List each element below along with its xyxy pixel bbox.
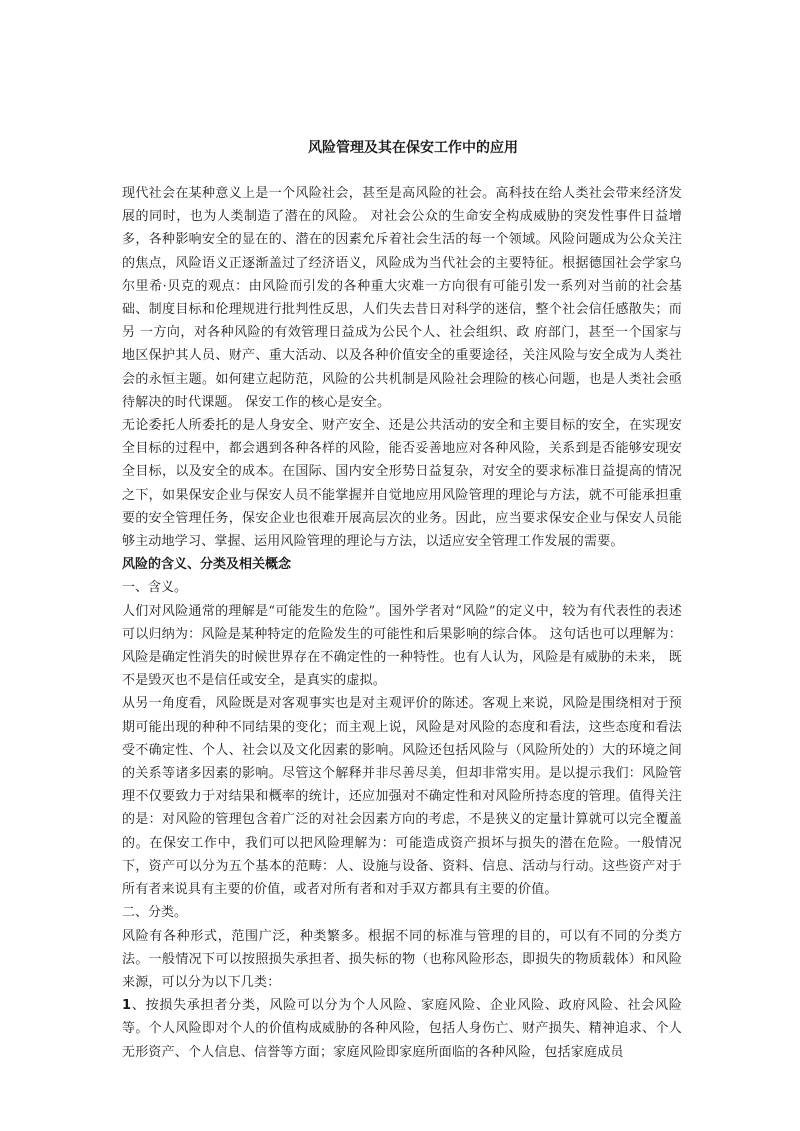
document-page [122, 138, 682, 1064]
classification-paragraph: 风险有各种形式，范围广泛，种类繁多。根据不同的标准与管理的目的，可以有不同的分类方法。一般情况下可以按照损失承担者、损失标的物（也称风险形态，即损失的物质载体）和风险来源，可以分为以下几类： [122, 928, 682, 990]
document-title: 风险管理及其在保安工作中的应用 [308, 140, 518, 156]
intro-paragraph-2: 无论委托人所委托的是人身安全、财产安全、还是公共活动的安全和主要目标的安全，在实现安全目标的过程中，都会遇到各种各样的风险，能否妥善地应对各种风险，关系到是否能够安现安全目标，以及安全的成本。在国际、国内安全形势日益复杂，对安全的要求标准日益提高的情况之下，如果保安企业与保安人员不能掌握并自觉地应用风险管理的理论与方法，就不可能承担重要的安全管理任务，保安企业也很难开展高层次的业务。因此，应当要求保安企业与保安人员能够主动地学习、掌握、运用风险管理的理论与方法，以适应安全管理工作发展的需要。 [122, 418, 682, 550]
section-heading: 风险的含义、分类及相关概念 [122, 557, 292, 573]
subsection-heading-meaning: 一、含义。 [122, 580, 188, 596]
meaning-paragraph-2: 从另一角度看，风险既是对客观事实也是对主观评价的陈述。客观上来说，风险是围绕相对于预期可能出现的种种不同结果的变化；而主观上说，风险是对风险的态度和看法，这些态度和看法受不确定性、个人、社会以及文化因素的影响。风险还包括风险与（风险所处的）大的环境之间的关系等诸多因素的影响。尽管这个解释并非尽善尽美，但却非常实用。是以提示我们：风险管理不仅要致力于对结果和概率的统计，还应加强对不确定性和对风险所持态度的管理。值得关注的是：对风险的管理包含着广泛的对社会因素方向的考虑，不是狭义的定量计算就可以完全覆盖的。在保安工作中，我们可以把风险理解为：可能造成资产损坏与损失的潜在危险。一般情况下，资产可以分为五个基本的范畴：人、设施与设备、资料、信息、活动与行动。这些资产对于所有者来说具有主要的价值，或者对所有者和对手双方都具有主要的价值。 [122, 696, 682, 898]
classification-item-1 [122, 994, 682, 1064]
subsection-heading-classification: 二、分类。 [122, 905, 188, 921]
meaning-paragraph-1: 人们对风险通常的理解是“可能发生的危险”。国外学者对“风险”的定义中，较为有代表性的表述可以归纳为：风险是某种特定的危险发生的可能性和后果影响的综合体。 这句话也可以理解为：风险是确定性消失的时候世界存在不确定性的一种特性。也有人认为，风险是有威胁的未来， 既不是毁灭也不是信任或安全，是真实的虚拟。 [122, 603, 682, 689]
intro-paragraph-1: 现代社会在某种意义上是一个风险社会，甚至是高风险的社会。高科技在给人类社会带来经济发展的同时，也为人类制造了潜在的风险。 对社会公众的生命安全构成威胁的突发性事件日益增多，各种影响安全的显在的、潜在的因素允斥着社会生活的每一个领域。风险问题成为公众关注的焦点，风险语义正逐渐盖过了经济语义，风险成为当代社会的主要特征。根据德国社会学家乌尔里希·贝克的观点：由风险而引发的各种重大灾难一方向很有可能引发一系列对当前的社会基础、制度目标和伦理规进行批判性反思，人们失去昔日对科学的迷信，整个社会信任感散失；而另 一方向，对各种风险的有效管理日益成为公民个人、社会组织、政 府部门，甚至一个国家与地区保护其人员、财产、重大活动、以及各种价值安全的重要途径，关注风险与安全成为人类社会的永恒主题。如何建立起防范，风险的公共机制是风险社会理险的核心问题，也是人类社会亟待解决的时代课题。 保安工作的核心是安全。 [122, 186, 682, 410]
item-number: 1 [122, 998, 132, 1014]
item-text: 、按损失承担者分类，风险可以分为个人风险、家庭风险、企业风险、政府风险、社会风险等。个人风险即对个人的价值构成威胁的各种风险，包括人身伤亡、财产损失、精神追求、个人无形资产、个人信息、信誉等方面；家庭风险即家庭所面临的各种风险，包括家庭成员 [122, 998, 682, 1060]
